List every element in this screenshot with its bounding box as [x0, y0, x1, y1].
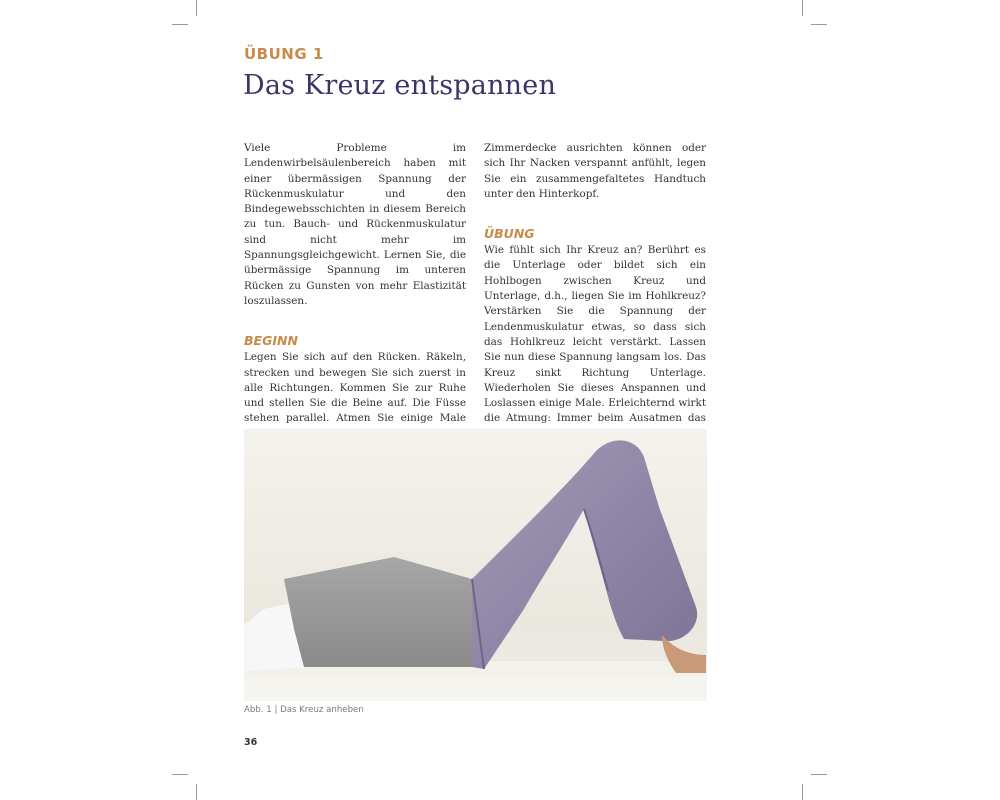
crop-mark [172, 24, 188, 25]
figure-caption: Abb. 1 | Das Kreuz anheben [244, 705, 364, 715]
crop-mark [196, 0, 197, 16]
section-heading-beginn: BEGINN [244, 333, 298, 349]
crop-mark [811, 774, 827, 775]
crop-mark [172, 774, 188, 775]
beginn-paragraph: Legen Sie sich auf den Rücken. Räkeln, strecken und bewegen Sie sich zuerst in alle Richtungen. Kommen Sie zur Ruhe und stellen Sie die Beine auf. Die Füsse stehen parallel. Atmen Sie einige Male [244, 351, 466, 425]
page-title: Das Kreuz entspannen [243, 70, 557, 101]
crop-mark [802, 784, 803, 800]
page-number: 36 [244, 737, 258, 748]
crop-mark [811, 24, 827, 25]
intro-paragraph: Viele Probleme im Lendenwirbelsäulenbereich haben mit einer übermässigen Spannung der Rückenmuskulatur und den Bindegewebsschichten in diesem Bereich zu tun. Bauch- und Rückenmuskulatur sind nicht mehr im Spannungsgleichgewicht. Lernen Sie, die übermässige Spannung im unteren Rücken zu Gunsten von mehr Elastizität loszulassen. [244, 142, 466, 307]
uebung-paragraph: Wie fühlt sich Ihr Kreuz an? Berührt es die Unterlage oder bildet sich ein Hohlbogen zwischen Kreuz und Unterlage, d.h., liegen Sie im Hohlkreuz? Verstärken Sie die Spannung der Lendenmuskulatur etwas, so dass sich das Hohlkreuz leicht verstärkt. Lassen Sie nun diese Spannung langsam los. Das Kreuz sinkt Richtung Unterlage. Wiederholen Sie dieses Anspannen und Loslassen einige Male. Erleichternd wirkt die Atmung: Immer beim Ausatmen das [484, 244, 706, 425]
left-column [244, 141, 466, 457]
section-heading-uebung: ÜBUNG [484, 226, 535, 242]
exercise-photo-illustration [244, 429, 707, 701]
continuation-paragraph: Zimmerdecke ausrichten können oder sich Ihr Nacken verspannt anfühlt, legen Sie ein zusammengefaltetes Handtuch unter den Hinterkopf. [484, 142, 706, 200]
exercise-photo [244, 429, 707, 701]
crop-mark [802, 0, 803, 16]
crop-mark [196, 784, 197, 800]
right-column [484, 141, 706, 442]
exercise-kicker: ÜBUNG 1 [244, 45, 324, 63]
